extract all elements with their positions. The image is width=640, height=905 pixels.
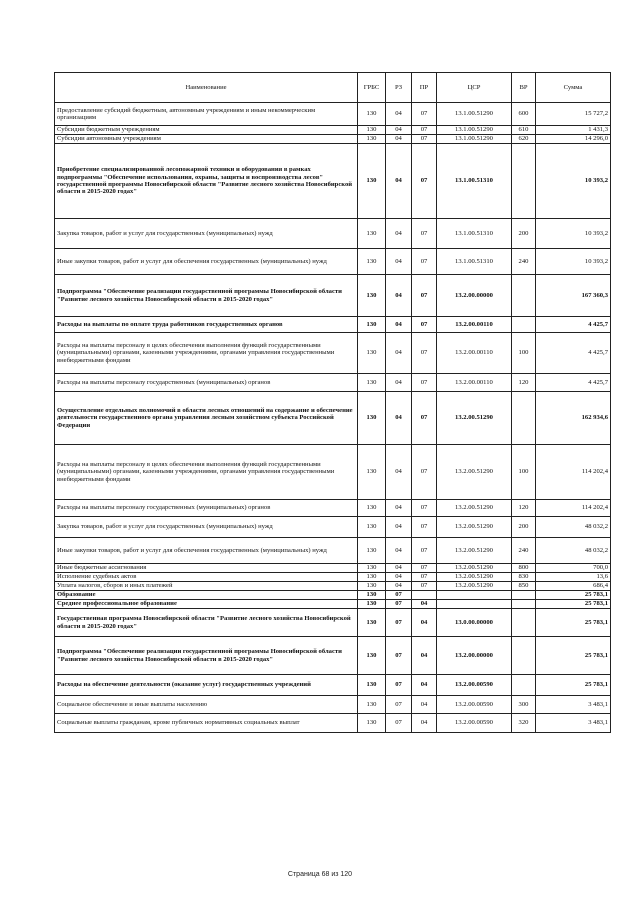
cell-sum: 15 727,2	[536, 103, 611, 126]
cell-name: Расходы на выплаты персоналу в целях обеспечения выполнения функций государственными (муниципальными) органами, казенными учреждениями, органами управления государственными внебюджетными фондами	[55, 333, 358, 374]
cell-name: Социальные выплаты гражданам, кроме публичных нормативных социальных выплат	[55, 714, 358, 733]
cell-vr: 200	[512, 219, 536, 249]
cell-vr: 300	[512, 696, 536, 714]
cell-name: Государственная программа Новосибирской области "Развитие лесного хозяйства Новосибирской области в 2015-2020 годах"	[55, 609, 358, 637]
cell-grbs: 130	[358, 675, 386, 696]
cell-vr: 830	[512, 573, 536, 582]
cell-grbs: 130	[358, 573, 386, 582]
cell-vr: 240	[512, 538, 536, 564]
table-row	[55, 135, 611, 144]
cell-sum: 4 425,7	[536, 333, 611, 374]
cell-pr: 07	[412, 317, 437, 333]
cell-pr: 04	[412, 609, 437, 637]
table-row	[55, 392, 611, 445]
cell-name: Закупка товаров, работ и услуг для государственных (муниципальных) нужд	[55, 517, 358, 538]
cell-pr: 07	[412, 538, 437, 564]
cell-pr: 07	[412, 445, 437, 500]
cell-sum: 167 360,3	[536, 275, 611, 317]
table-row	[55, 714, 611, 733]
cell-grbs: 130	[358, 126, 386, 135]
cell-name: Субсидии бюджетным учреждениям	[55, 126, 358, 135]
cell-rz: 04	[386, 103, 412, 126]
table-row	[55, 637, 611, 675]
cell-grbs: 130	[358, 249, 386, 275]
cell-csr: 13.2.00.00590	[437, 675, 512, 696]
cell-name: Уплата налогов, сборов и иных платежей	[55, 582, 358, 591]
cell-csr: 13.1.00.51290	[437, 103, 512, 126]
page-number: Страница 68 из 120	[287, 871, 353, 878]
cell-rz: 04	[386, 249, 412, 275]
cell-sum: 162 934,6	[536, 392, 611, 445]
cell-grbs: 130	[358, 517, 386, 538]
cell-sum: 4 425,7	[536, 374, 611, 392]
cell-csr: 13.2.00.51290	[437, 573, 512, 582]
cell-vr: 620	[512, 135, 536, 144]
cell-pr	[412, 591, 437, 600]
cell-vr	[512, 600, 536, 609]
header-sum: Сумма	[536, 73, 611, 103]
cell-rz: 04	[386, 538, 412, 564]
cell-vr	[512, 317, 536, 333]
cell-csr: 13.1.00.51310	[437, 249, 512, 275]
table-row	[55, 591, 611, 600]
cell-pr: 07	[412, 374, 437, 392]
cell-csr: 13.2.00.51290	[437, 445, 512, 500]
cell-grbs: 130	[358, 637, 386, 675]
cell-rz: 04	[386, 582, 412, 591]
table-row	[55, 275, 611, 317]
table-row	[55, 219, 611, 249]
cell-rz: 07	[386, 637, 412, 675]
cell-pr: 07	[412, 500, 437, 517]
cell-sum: 10 393,2	[536, 219, 611, 249]
cell-sum: 114 202,4	[536, 445, 611, 500]
cell-rz: 07	[386, 591, 412, 600]
cell-name: Осуществление отдельных полномочий в области лесных отношений на содержание и обеспечение деятельности государственного органа управления лесным хозяйством субъекта Российской Федерации	[55, 392, 358, 445]
cell-name: Субсидии автономным учреждениям	[55, 135, 358, 144]
cell-rz: 04	[386, 374, 412, 392]
table-row	[55, 573, 611, 582]
cell-pr: 07	[412, 582, 437, 591]
cell-rz: 04	[386, 573, 412, 582]
table-row	[55, 500, 611, 517]
cell-grbs: 130	[358, 714, 386, 733]
cell-vr	[512, 637, 536, 675]
table-row	[55, 564, 611, 573]
cell-sum: 48 032,2	[536, 538, 611, 564]
cell-pr: 07	[412, 135, 437, 144]
cell-grbs: 130	[358, 564, 386, 573]
cell-grbs: 130	[358, 219, 386, 249]
cell-name: Иные закупки товаров, работ и услуг для обеспечения государственных (муниципальных) нужд	[55, 249, 358, 275]
cell-name: Среднее профессиональное образование	[55, 600, 358, 609]
cell-rz: 04	[386, 275, 412, 317]
cell-vr	[512, 591, 536, 600]
cell-grbs: 130	[358, 275, 386, 317]
cell-rz: 04	[386, 564, 412, 573]
cell-name: Расходы на выплаты персоналу в целях обеспечения выполнения функций государственными (муниципальными) органами, казенными учреждениями, органами управления государственными внебюджетными фондами	[55, 445, 358, 500]
cell-grbs: 130	[358, 317, 386, 333]
cell-pr: 07	[412, 144, 437, 219]
cell-name: Расходы на выплаты персоналу государственных (муниципальных) органов	[55, 500, 358, 517]
cell-name: Закупка товаров, работ и услуг для государственных (муниципальных) нужд	[55, 219, 358, 249]
cell-sum: 10 393,2	[536, 249, 611, 275]
table-row	[55, 517, 611, 538]
table-row	[55, 103, 611, 126]
cell-csr: 13.2.00.51290	[437, 500, 512, 517]
cell-rz: 04	[386, 500, 412, 517]
cell-grbs: 130	[358, 333, 386, 374]
cell-rz: 07	[386, 714, 412, 733]
header-pr: ПР	[412, 73, 437, 103]
table-row	[55, 696, 611, 714]
cell-rz: 07	[386, 696, 412, 714]
cell-sum: 10 393,2	[536, 144, 611, 219]
cell-grbs: 130	[358, 144, 386, 219]
cell-csr: 13.2.00.51290	[437, 517, 512, 538]
cell-csr: 13.2.00.00000	[437, 275, 512, 317]
cell-sum: 14 296,0	[536, 135, 611, 144]
table-row	[55, 675, 611, 696]
cell-sum: 25 783,1	[536, 600, 611, 609]
cell-sum: 48 032,2	[536, 517, 611, 538]
cell-name: Подпрограмма "Обеспечение реализации государственной программы Новосибирской области "Развитие лесного хозяйства Новосибирской области в 2015-2020 годах"	[55, 275, 358, 317]
cell-csr: 13.1.00.51310	[437, 144, 512, 219]
header-grbs: ГРБС	[358, 73, 386, 103]
cell-grbs: 130	[358, 591, 386, 600]
cell-vr: 120	[512, 500, 536, 517]
cell-pr: 04	[412, 696, 437, 714]
cell-csr: 13.2.00.00590	[437, 714, 512, 733]
cell-pr: 04	[412, 714, 437, 733]
cell-sum: 1 431,3	[536, 126, 611, 135]
cell-rz: 04	[386, 317, 412, 333]
table-row	[55, 333, 611, 374]
header-csr: ЦСР	[437, 73, 512, 103]
table-row	[55, 126, 611, 135]
table-header-row	[55, 73, 611, 103]
table-row	[55, 374, 611, 392]
table-row	[55, 600, 611, 609]
cell-csr: 13.2.00.51290	[437, 582, 512, 591]
cell-rz: 04	[386, 517, 412, 538]
cell-sum: 3 483,1	[536, 696, 611, 714]
cell-grbs: 130	[358, 600, 386, 609]
cell-name: Иные закупки товаров, работ и услуг для обеспечения государственных (муниципальных) нужд	[55, 538, 358, 564]
cell-vr	[512, 275, 536, 317]
cell-vr	[512, 675, 536, 696]
cell-grbs: 130	[358, 135, 386, 144]
cell-vr	[512, 392, 536, 445]
cell-pr: 04	[412, 600, 437, 609]
cell-grbs: 130	[358, 696, 386, 714]
cell-grbs: 130	[358, 582, 386, 591]
cell-name: Расходы на обеспечение деятельности (оказание услуг) государственных учреждений	[55, 675, 358, 696]
cell-csr: 13.2.00.00590	[437, 696, 512, 714]
cell-grbs: 130	[358, 103, 386, 126]
cell-pr: 07	[412, 333, 437, 374]
header-vr: ВР	[512, 73, 536, 103]
cell-rz: 04	[386, 126, 412, 135]
cell-sum: 114 202,4	[536, 500, 611, 517]
cell-sum: 25 783,1	[536, 591, 611, 600]
cell-csr: 13.0.00.00000	[437, 609, 512, 637]
cell-csr: 13.2.00.51290	[437, 392, 512, 445]
cell-rz: 07	[386, 609, 412, 637]
cell-name: Приобретение специализированной лесопожарной техники и оборудования в рамках подпрограммы "Обеспечение использования, охраны, защиты и воспроизводства лесов" государственной программы Новосибирской области "Развитие лесного хозяйства Новосибирской области в 2015-2020 годах"	[55, 144, 358, 219]
cell-vr: 320	[512, 714, 536, 733]
cell-csr: 13.2.00.51290	[437, 564, 512, 573]
cell-sum: 4 425,7	[536, 317, 611, 333]
cell-grbs: 130	[358, 538, 386, 564]
cell-vr: 200	[512, 517, 536, 538]
cell-name: Иные бюджетные ассигнования	[55, 564, 358, 573]
cell-grbs: 130	[358, 374, 386, 392]
cell-csr: 13.2.00.00110	[437, 374, 512, 392]
cell-grbs: 130	[358, 392, 386, 445]
cell-sum: 25 783,1	[536, 609, 611, 637]
cell-vr: 100	[512, 333, 536, 374]
cell-vr	[512, 144, 536, 219]
cell-pr: 07	[412, 564, 437, 573]
cell-grbs: 130	[358, 445, 386, 500]
cell-pr: 07	[412, 392, 437, 445]
cell-pr: 04	[412, 675, 437, 696]
cell-vr: 610	[512, 126, 536, 135]
cell-pr: 07	[412, 126, 437, 135]
cell-sum: 13,6	[536, 573, 611, 582]
cell-sum: 3 483,1	[536, 714, 611, 733]
cell-pr: 07	[412, 517, 437, 538]
cell-vr: 240	[512, 249, 536, 275]
cell-csr: 13.2.00.00110	[437, 317, 512, 333]
cell-vr: 600	[512, 103, 536, 126]
cell-pr: 07	[412, 249, 437, 275]
cell-pr: 04	[412, 637, 437, 675]
cell-sum: 25 783,1	[536, 675, 611, 696]
cell-name: Социальное обеспечение и иные выплаты населению	[55, 696, 358, 714]
cell-csr: 13.1.00.51310	[437, 219, 512, 249]
cell-rz: 07	[386, 600, 412, 609]
table-row	[55, 144, 611, 219]
cell-csr: 13.2.00.00000	[437, 637, 512, 675]
cell-csr: 13.2.00.00110	[437, 333, 512, 374]
cell-rz: 04	[386, 333, 412, 374]
cell-vr: 850	[512, 582, 536, 591]
cell-csr: 13.2.00.51290	[437, 538, 512, 564]
cell-sum: 686,4	[536, 582, 611, 591]
table-body	[55, 103, 611, 733]
cell-vr	[512, 609, 536, 637]
cell-name: Предоставление субсидий бюджетным, автономным учреждениям и иным некоммерческим организациям	[55, 103, 358, 126]
cell-rz: 04	[386, 144, 412, 219]
cell-sum: 700,0	[536, 564, 611, 573]
cell-name: Исполнение судебных актов	[55, 573, 358, 582]
table-row	[55, 317, 611, 333]
cell-vr: 100	[512, 445, 536, 500]
cell-pr: 07	[412, 219, 437, 249]
cell-name: Расходы на выплаты персоналу государственных (муниципальных) органов	[55, 374, 358, 392]
cell-rz: 04	[386, 445, 412, 500]
cell-grbs: 130	[358, 500, 386, 517]
cell-csr: 13.1.00.51290	[437, 126, 512, 135]
table-row	[55, 609, 611, 637]
cell-name: Образование	[55, 591, 358, 600]
cell-name: Подпрограмма "Обеспечение реализации государственной программы Новосибирской области "Развитие лесного хозяйства Новосибирской области в 2015-2020 годах"	[55, 637, 358, 675]
cell-sum: 25 783,1	[536, 637, 611, 675]
cell-rz: 04	[386, 135, 412, 144]
cell-pr: 07	[412, 103, 437, 126]
header-rz: РЗ	[386, 73, 412, 103]
cell-rz: 04	[386, 392, 412, 445]
cell-pr: 07	[412, 275, 437, 317]
cell-vr: 120	[512, 374, 536, 392]
cell-csr: 13.1.00.51290	[437, 135, 512, 144]
cell-rz: 04	[386, 219, 412, 249]
header-name: Наименование	[55, 73, 358, 103]
table-row	[55, 249, 611, 275]
cell-pr: 07	[412, 573, 437, 582]
cell-vr: 800	[512, 564, 536, 573]
cell-csr	[437, 600, 512, 609]
cell-grbs: 130	[358, 609, 386, 637]
cell-rz: 07	[386, 675, 412, 696]
table-row	[55, 582, 611, 591]
cell-csr	[437, 591, 512, 600]
table-row	[55, 445, 611, 500]
budget-table	[54, 72, 611, 733]
cell-name: Расходы на выплаты по оплате труда работников государственных органов	[55, 317, 358, 333]
table-row	[55, 538, 611, 564]
